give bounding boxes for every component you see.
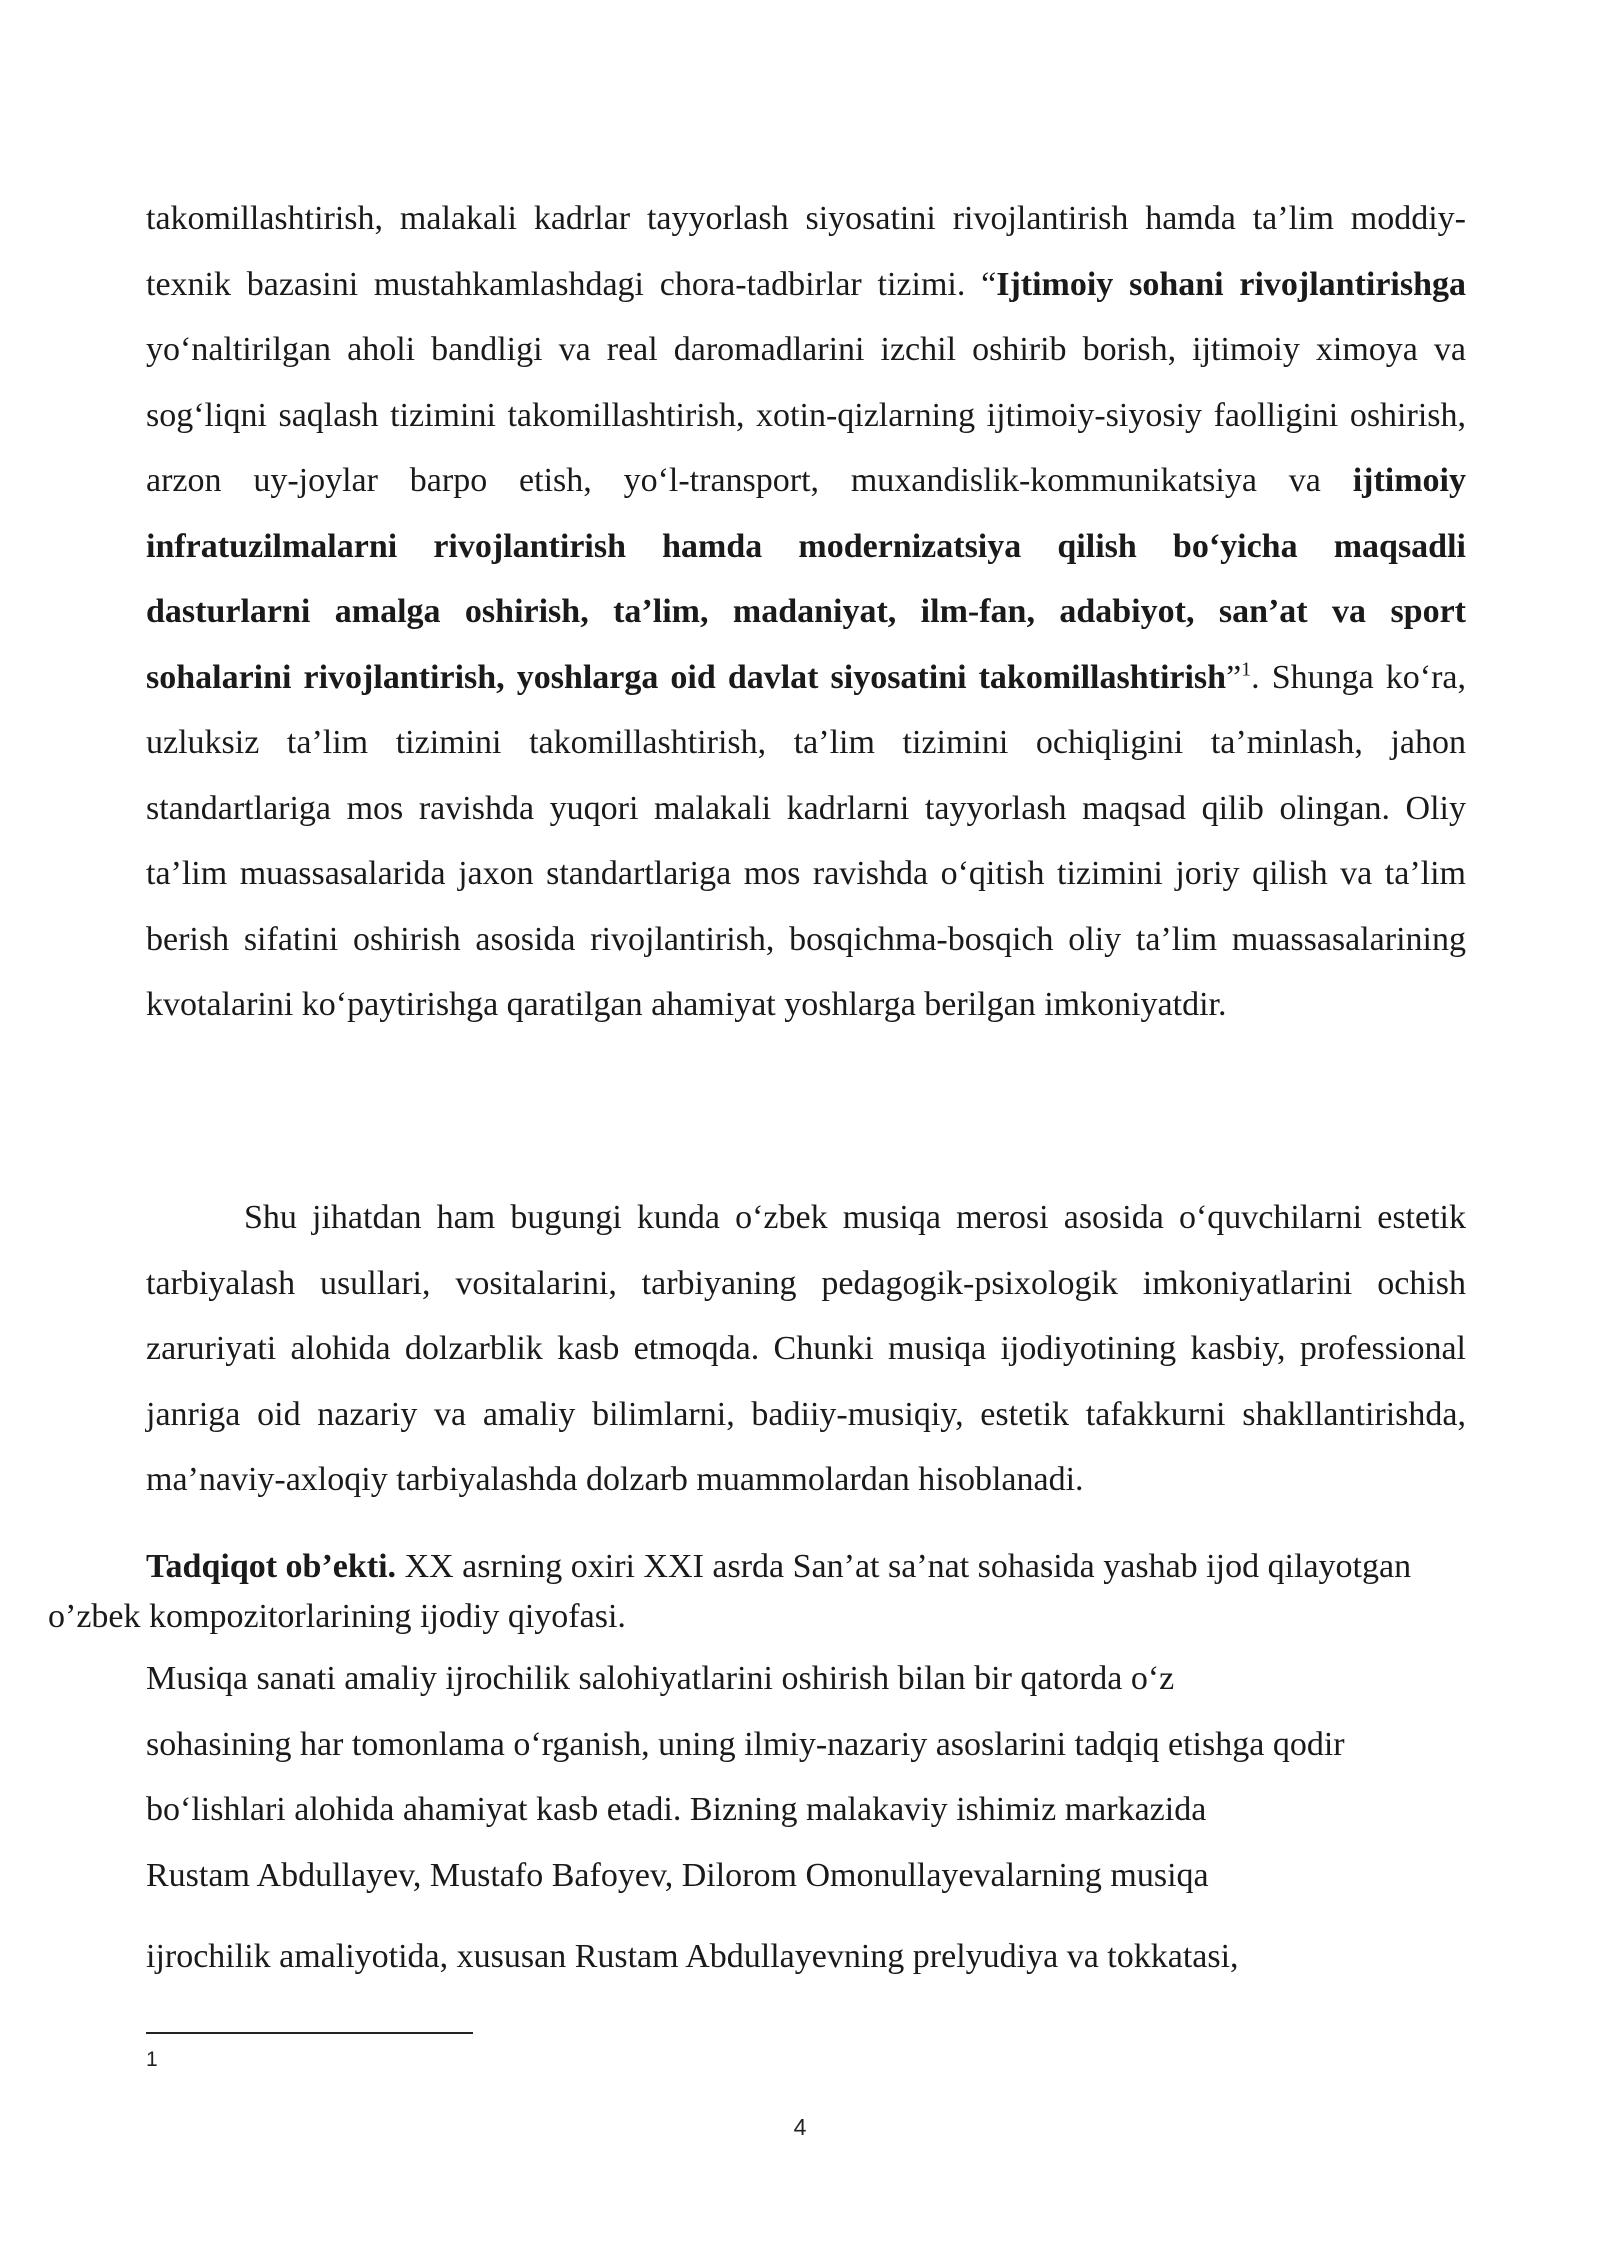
text-span: . Shunga ko‘ra, uzluksiz ta’lim tizimini takomillashtirish, ta’lim tizimini ochiqligini ta’minlash, jahon standartlariga mos ravishda yuqori malakali kadrlarni tayyorlash maqsad qilib olingan. Oliy ta’lim muassasalarida jaxon standartlariga mos ravishda o‘qitish tizimini joriy qilish va ta’lim berish sifatini oshirish asosida rivojlantirish, bosqichma-bosqich oliy ta’lim muassasalarining kvotalarini ko‘paytirishga qaratilgan ahamiyat yoshlarga berilgan imkoniyatdir. [146, 658, 1466, 1023]
paragraph-performance [146, 1646, 1466, 1990]
research-object-paragraph [48, 1542, 1448, 1642]
closing-quote: ” [1226, 658, 1242, 696]
footnote-reference[interactable]: 1 [1241, 658, 1252, 681]
bold-phrase-social-sphere: Ijtimoiy sohani rivojlantirishga [996, 265, 1467, 303]
footnote-separator [146, 2032, 473, 2034]
text-line: bo‘lishlari alohida ahamiyat kasb etadi. Bizning malakaviy ishimiz markazida [146, 1791, 1207, 1828]
paragraph-intro [146, 186, 1466, 1038]
text-line: ijrochilik amaliyotida, xususan Rustam Abdullayevning prelyudiya va tokkatasi, [146, 1938, 1239, 1975]
bold-phrase-infrastructure: ijtimoiy infratuzilmalarni rivojlantirish hamda modernizatsiya qilish bo‘yicha maqsadli dasturlarni amalga oshirish, ta’lim, madaniyat, ilm-fan, adabiyot, san’at va sport sohalarini rivojlantirish, yoshlarga oid davlat siyosatini takomillashtirish [146, 462, 1466, 696]
text-line: Rustam Abdullayev, Mustafo Bafoyev, Dilorom Omonullayevalarning musiqa [146, 1856, 1209, 1894]
text-line: Musiqa sanati amaliy ijrochilik salohiyatlarini oshirish bilan bir qatorda o‘z [146, 1660, 1175, 1697]
research-object-text: XX asrning oxiri XXI asrda San’at sa’nat sohasida yashab ijod qilayotgan o’zbek kompozitorlarining ijodiy qiyofasi. [48, 1548, 1412, 1635]
research-object-heading: Tadqiqot ob’ekti. [146, 1548, 397, 1585]
text-span: yo‘naltirilgan aholi bandligi va real daromadlarini izchil oshirib borish, ijtimoiy ximoya va sog‘liqni saqlash tizimini takomillashtirish, xotin-qizlarning ijtimoiy-siyosiy faolligini oshirish, arzon uy-joylar barpo etish, yo‘l-transport, muxandislik-kommunikatsiya va [146, 331, 1466, 499]
paragraph-music-heritage: Shu jihatdan ham bugungi kunda o‘zbek musiqa merosi asosida o‘quvchilarni estetik tarbiyalash usullari, vositalarini, tarbiyaning pedagogik-psixologik imkoniyatlarini ochish zaruriyati alohida dolzarblik kasb etmoqda. Chunki musiqa ijodiyotining kasbiy, professional janriga oid nazariy va amaliy bilimlarni, badiiy-musiqiy, estetik tafakkurni shakllantirishda, ma’naviy-axloqiy tarbiyalashda dolzarb muammolardan hisoblanadi. [146, 1199, 1466, 1498]
text-span: takomillashtirish, malakali kadrlar tayyorlash siyosatini rivojlantirish hamda ta’lim moddiy-texnik bazasini mustahkamlashdagi chora-tadbirlar tizimi. “ [146, 200, 1466, 303]
page-number: 4 [793, 2114, 807, 2140]
footnote-number: 1 [146, 2048, 158, 2071]
text-line: sohasining har tomonlama o‘rganish, uning ilmiy-nazariy asoslarini tadqiq etishga qodir [146, 1725, 1345, 1763]
